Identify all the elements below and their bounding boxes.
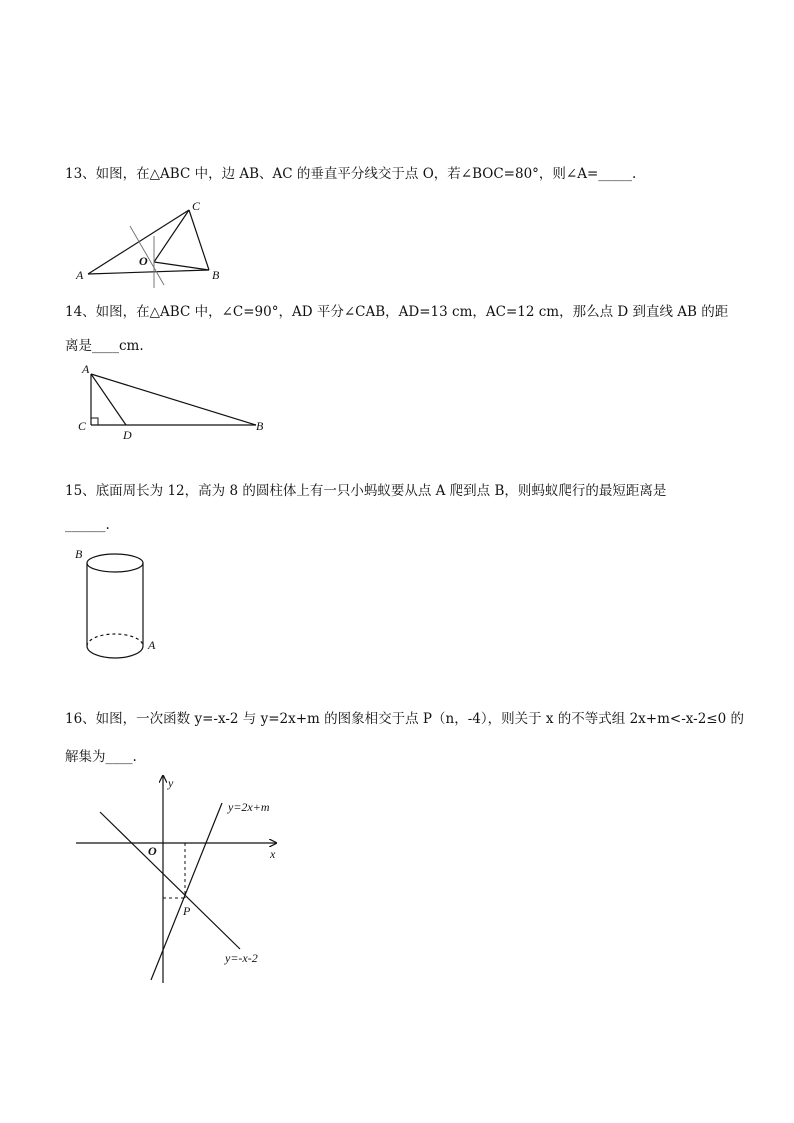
q16-label-line1: y=2x+m (228, 800, 270, 814)
q14-text-line1: 14、如图，在△ABC 中，∠C=90°，AD 平分∠CAB，AD=13 cm，AC=12 cm，那么点 D 到直线 AB 的距 (65, 304, 729, 320)
q13-label-c: C (192, 199, 201, 213)
q16-text-line1: 16、如图，一次函数 y=-x-2 与 y=2x+m 的图象相交于点 P（n，-4），则关于 x 的不等式组 2x+m<-x-2≤0 的 (65, 711, 744, 727)
q16-label-p: P (183, 904, 191, 918)
q16-line-y-neg-x-minus-2 (100, 812, 240, 949)
q13-label-o: O (139, 254, 148, 268)
q15-text-line1: 15、底面周长为 12，高为 8 的圆柱体上有一只小蚂蚁要从点 A 爬到点 B，则蚂蚁爬行的最短距离是 (65, 483, 667, 499)
q16-text-line2: 解集为____. (65, 749, 137, 765)
q15-label-b: B (75, 547, 83, 561)
q16-label-origin: O (148, 844, 157, 858)
q14-text-line2: 离是____cm. (65, 338, 144, 354)
q16-label-x-axis: x (270, 847, 276, 861)
q16-label-line2: y=-x-2 (225, 951, 258, 965)
q13-label-a: A (76, 268, 84, 282)
q13-text: 13、如图，在△ABC 中，边 AB、AC 的垂直平分线交于点 O，若∠BOC=80°，则∠A=_____. (65, 166, 637, 182)
q15-text-line2: ______. (65, 517, 110, 533)
q14-label-b: B (256, 419, 264, 433)
q16-label-y-axis: y (168, 776, 174, 790)
q14-label-a: A (82, 362, 90, 376)
q16-line-y-2x-plus-m (151, 803, 222, 980)
q15-label-a: A (148, 638, 156, 652)
q14-label-d: D (123, 428, 132, 442)
q14-label-c: C (78, 419, 87, 433)
q13-label-b: B (212, 268, 220, 282)
